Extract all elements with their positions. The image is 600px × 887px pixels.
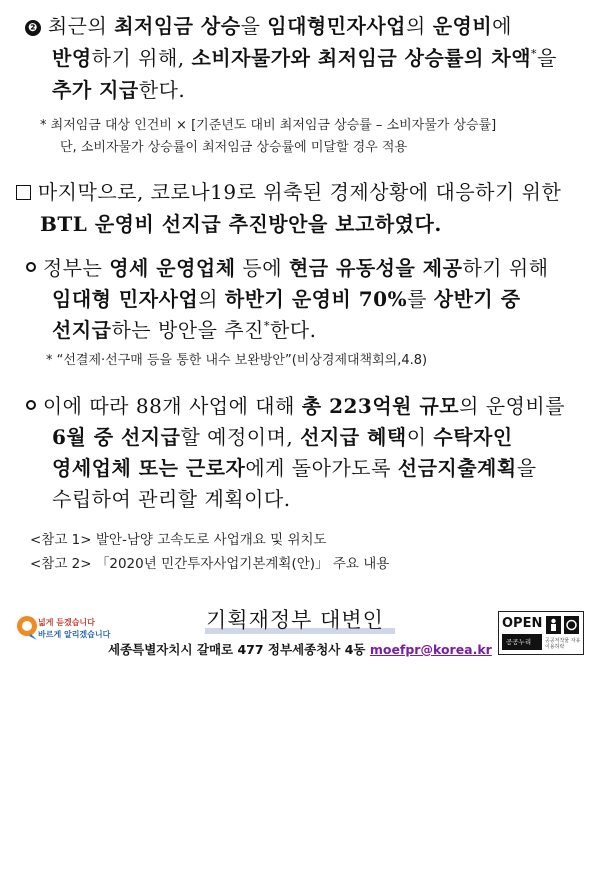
email-link[interactable]: moefpr@korea.kr: [369, 642, 492, 657]
footer-title: 기획재정부 대변인: [206, 608, 384, 632]
item2-line2: [52, 42, 557, 71]
open-license-badge: [498, 611, 584, 655]
note1-line2: 단, 소비자물가 상승률이 최저임금 상승률에 미달할 경우 적용: [60, 140, 408, 155]
bullet1-line1: [26, 252, 549, 281]
bullet1-line2: [52, 283, 521, 312]
text-bold: 선지급 혜택: [300, 425, 407, 449]
logo-line2: 바르게 알리겠습니다: [38, 630, 111, 639]
text: 할 예정이며,: [180, 425, 301, 449]
text-bold: 선지급: [52, 318, 112, 342]
text: 의: [198, 287, 225, 311]
text: 마지막으로, 코로나19로 위축된 경제상황에 대응하기 위한: [37, 180, 562, 204]
text: 이에 따라 88개 사업에 대해: [42, 394, 302, 418]
text-bold: 현금 유동성을 제공: [288, 256, 463, 280]
noncommercial-icon: [564, 616, 579, 634]
text-bold: 상반기 중: [433, 287, 521, 311]
logo-line1: 넓게 듣겠습니다: [38, 618, 95, 627]
number-2-marker: ❷: [25, 20, 41, 36]
text: 이: [406, 425, 434, 449]
bullet2-line4: 수립하여 관리할 계획이다.: [52, 487, 291, 511]
text: 에게 돌아가도록: [245, 456, 398, 480]
note2: * “선결제·선구매 등을 통한 내수 보완방안”(비상경제대책회의,4.8): [46, 353, 428, 368]
text: 하기 위해,: [91, 46, 192, 70]
open-sub2: 공공저작물 자유이용허락: [545, 638, 581, 650]
section-line1: [16, 176, 561, 205]
attribution-icon: [546, 616, 561, 634]
text: 등에: [235, 256, 289, 280]
text: 한다.: [138, 78, 186, 102]
text: 의 운영비를: [459, 394, 566, 418]
bullet2-line1: [26, 390, 565, 419]
circle-bullet-icon: [26, 400, 36, 410]
text-bold: 총 223억원 규모: [301, 394, 460, 418]
open-label: OPEN: [502, 616, 543, 631]
footer-address: [108, 640, 492, 658]
text-bold: 영세 운영업체: [109, 256, 236, 280]
text-bold: 임대형 민자사업: [52, 287, 199, 311]
address-text: 세종특별자치시 갈매로 477 정부세종청사 4동: [108, 642, 370, 657]
text-bold: 6월 중 선지급: [52, 425, 181, 449]
text-bold: 최저임금 상승: [114, 14, 241, 38]
bullet1-line3: [52, 314, 316, 343]
item2-line1: [25, 10, 512, 39]
bullet2-line2: [52, 421, 513, 450]
text-bold: 소비자물가와 최저임금 상승률의 차액: [191, 46, 532, 70]
text: 의: [406, 14, 433, 38]
text: 정부는: [42, 256, 110, 280]
checkbox-icon: [16, 185, 31, 200]
open-sub1: 공공누리: [506, 638, 532, 646]
text: 에: [492, 14, 512, 38]
circle-bullet-icon: [26, 262, 36, 272]
reference-2: <참고 2> 「2020년 민간투자사업기본계획(안)」 주요 내용: [30, 556, 390, 572]
reference-1: <참고 1> 발안-남양 고속도로 사업개요 및 위치도: [30, 532, 327, 548]
text-bold: 반영: [52, 46, 92, 70]
text-bold: 추가 지급: [52, 78, 139, 102]
text-bold: 선금지출계획: [397, 456, 517, 480]
text: 하는 방안을 추진: [111, 318, 264, 342]
text: 하기 위해: [462, 256, 549, 280]
footnote-mark: *: [263, 319, 270, 333]
text-bold: 영세업체 또는 근로자: [52, 456, 246, 480]
text: 한다.: [269, 318, 317, 342]
text: 을: [537, 46, 557, 70]
text: 을: [240, 14, 268, 38]
section-line2: BTL 운영비 선지급 추진방안을 보고하였다.: [40, 212, 442, 236]
footnote-mark: *: [531, 47, 538, 61]
text: 최근의: [47, 14, 115, 38]
text-bold: 운영비: [432, 14, 493, 38]
text-bold: 수탁자인: [433, 425, 513, 449]
bullet2-line3: [52, 452, 537, 481]
text-bold: 임대형민자사업: [267, 14, 407, 38]
text-bold: 하반기 운영비 70%: [224, 287, 408, 311]
note1-line1: * 최저임금 대상 인건비 × [기준년도 대비 최저임금 상승률 – 소비자물가 상승률]: [40, 118, 497, 133]
text: 를: [407, 287, 434, 311]
text: 을: [516, 456, 537, 480]
item2-line3: [52, 74, 185, 103]
open-badge-bar: [502, 634, 542, 650]
